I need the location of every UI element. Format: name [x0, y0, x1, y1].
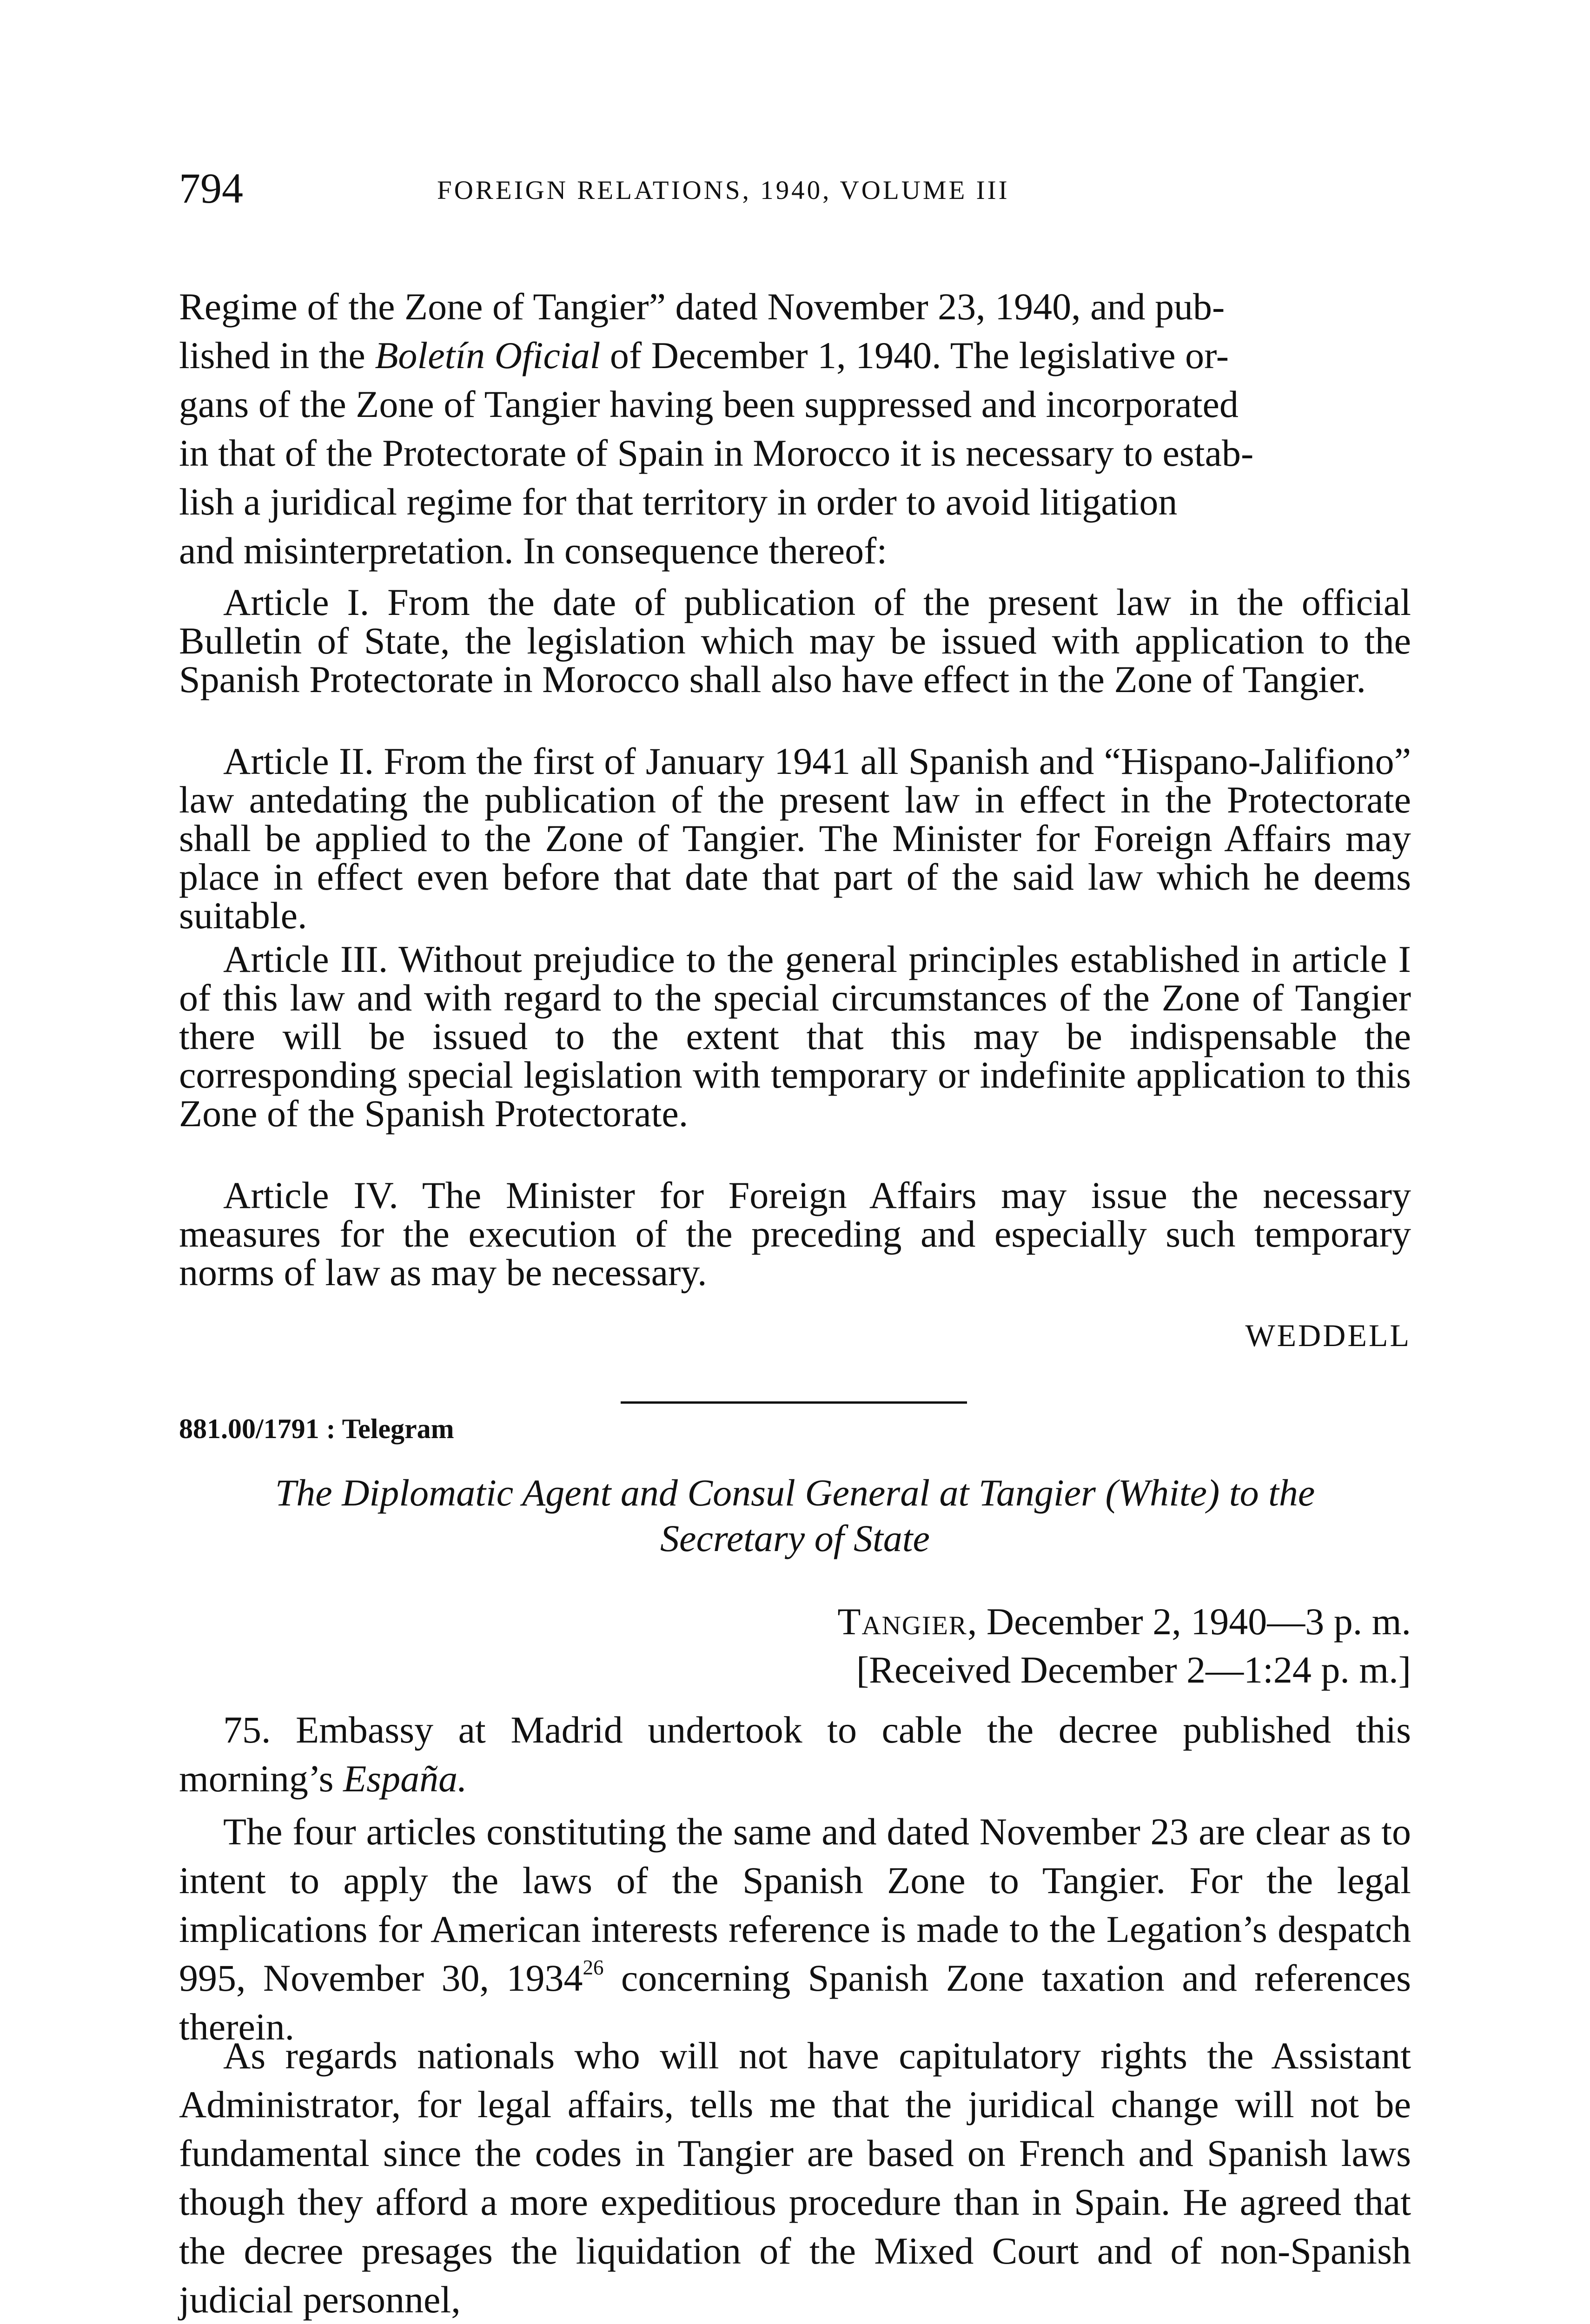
file-number: 881.00/1791 : Telegram [179, 1413, 454, 1444]
telegram-heading [179, 1470, 1411, 1561]
body-paragraph: As regards nationals who will not have capitulatory rights the Assistant Administrator, for legal affairs, tells me that the juridical change will not be fundamental since the codes in Tangier are based on French and Spanish laws though they afford a more expeditious procedure than in Spain. He agreed that the decree presages the liquidation of the Mixed Court and of non-Spanish judicial personnel, [179, 2034, 1411, 2321]
intro-line: Regime of the Zone of Tangier” dated November 23, 1940, and pub- [179, 285, 1225, 328]
article-paragraph: Article III. Without prejudice to the general principles established in article I of this law and with regard to the special circumstances of the Zone of Tangier there will be issued to the extent that this may be indispensable the corresponding special legislation with temporary or indefinite application to this Zone of the Spanish Protectorate. [179, 938, 1411, 1135]
intro-paragraph [179, 282, 1411, 575]
date-sent [837, 1601, 1411, 1643]
intro-text: of December 1, 1940. The legislative or- [600, 334, 1229, 376]
body-paragraph [179, 1807, 1411, 2051]
page-header [179, 165, 1411, 221]
heading-line: Secretary of State [660, 1517, 930, 1559]
page-number: 794 [179, 165, 243, 212]
intro-line: and misinterpretation. In consequence thereof: [179, 529, 888, 572]
intro-line [179, 331, 1411, 380]
intro-text: lished in the [179, 334, 375, 376]
intro-line: lish a juridical regime for that territory in order to avoid litigation [179, 481, 1178, 523]
publication-title: Boletín Oficial [375, 334, 601, 376]
intro-line: in that of the Protectorate of Spain in Morocco it is necessary to estab- [179, 432, 1254, 474]
body-text: 75. Embassy at Madrid undertook to cable the decree published this morning’s [179, 1709, 1411, 1800]
body-paragraph [179, 1705, 1411, 1803]
article-paragraph: Article I. From the date of publication of the present law in the official Bulletin of State, the legislation which may be issued with application to the Spanish Protectorate in Morocco shall also have effect in the Zone of Tangier. [179, 581, 1411, 700]
intro-line: gans of the Zone of Tangier having been suppressed and incorporated [179, 383, 1239, 425]
heading-line: The Diplomatic Agent and Consul General at Tangier (White) to the [275, 1472, 1315, 1514]
sent-time: , December 2, 1940—3 p. m. [967, 1600, 1411, 1643]
newspaper-title: España. [343, 1757, 467, 1800]
date-received: [Received December 2—1:24 p. m.] [856, 1649, 1411, 1691]
body-text: concerning Spanish Zone taxation and references therein. [179, 1957, 1411, 2048]
running-head: FOREIGN RELATIONS, 1940, VOLUME III [437, 176, 1010, 205]
footnote-marker: 26 [583, 1956, 604, 1979]
body-text: The four articles constituting the same and dated November 23 are clear as to intent to apply the laws of the Spanish Zone to Tangier. For the legal implications for American interests reference is made to the Legation’s despatch 995, November 30, 1934 [179, 1810, 1411, 1999]
place-name: Tangier [837, 1600, 967, 1643]
article-paragraph: Article II. From the first of January 1941 all Spanish and “Hispano-Jalifiono” law antedating the publication of the present law in effect in the Protectorate shall be applied to the Zone of Tangier. The Minister for Foreign Affairs may place in effect even before that date that part of the said law which he deems suitable. [179, 740, 1411, 937]
article-paragraph: Article IV. The Minister for Foreign Affairs may issue the necessary measures for the execution of the preceding and especially such temporary norms of law as may be necessary. [179, 1174, 1411, 1294]
signature: WEDDELL [1245, 1318, 1411, 1353]
section-divider [621, 1401, 967, 1404]
